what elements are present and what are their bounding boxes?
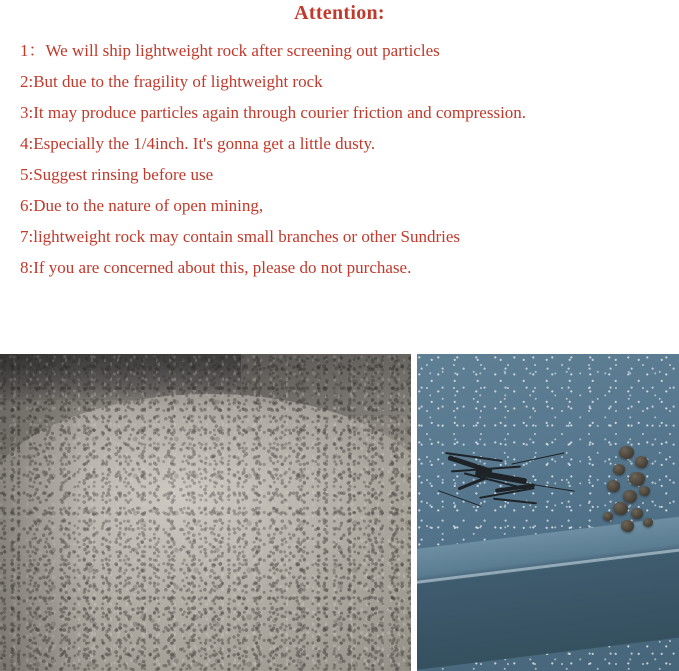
pebble-cluster [577, 446, 667, 546]
notice-item: 2:But due to the fragility of lightweight rock [20, 72, 323, 91]
pebble [619, 446, 634, 459]
notice-item: 5:Suggest rinsing before use [20, 165, 214, 184]
small-branch [445, 452, 565, 512]
product-notice-page [0, 2, 679, 671]
notice-title: Attention: [294, 2, 385, 24]
notice-item: 6:Due to the nature of open mining, [20, 196, 264, 215]
pebble [613, 464, 625, 475]
notice-item: 1：We will ship lightweight rock after screening out particles [20, 41, 440, 60]
pebble [629, 472, 645, 486]
pebble [613, 502, 628, 515]
pebble [621, 520, 634, 532]
pebble [607, 480, 620, 492]
notice-item: 8:If you are concerned about this, please do not purchase. [20, 258, 412, 277]
attention-notice [0, 2, 679, 283]
pebble [623, 490, 637, 503]
notice-list [10, 35, 669, 283]
white-thread [511, 452, 564, 464]
gravel-lighting [0, 354, 411, 671]
lightweight-rock-gravel-photo [0, 354, 411, 671]
pebble [639, 486, 650, 496]
pebble [603, 512, 613, 521]
notice-item: 4:Especially the 1/4inch. It's gonna get a little dusty. [20, 134, 376, 153]
notice-item: 3:It may produce particles again through courier friction and compression. [20, 103, 527, 122]
white-thread [438, 490, 482, 507]
pebble [643, 518, 653, 527]
pebble [635, 456, 648, 468]
notice-item: 7:lightweight rock may contain small branches or other Sundries [20, 227, 461, 246]
pebble [631, 508, 643, 519]
photo-row [0, 354, 679, 671]
green-fiber [493, 498, 537, 505]
branch-and-pebbles-photo [417, 354, 679, 671]
